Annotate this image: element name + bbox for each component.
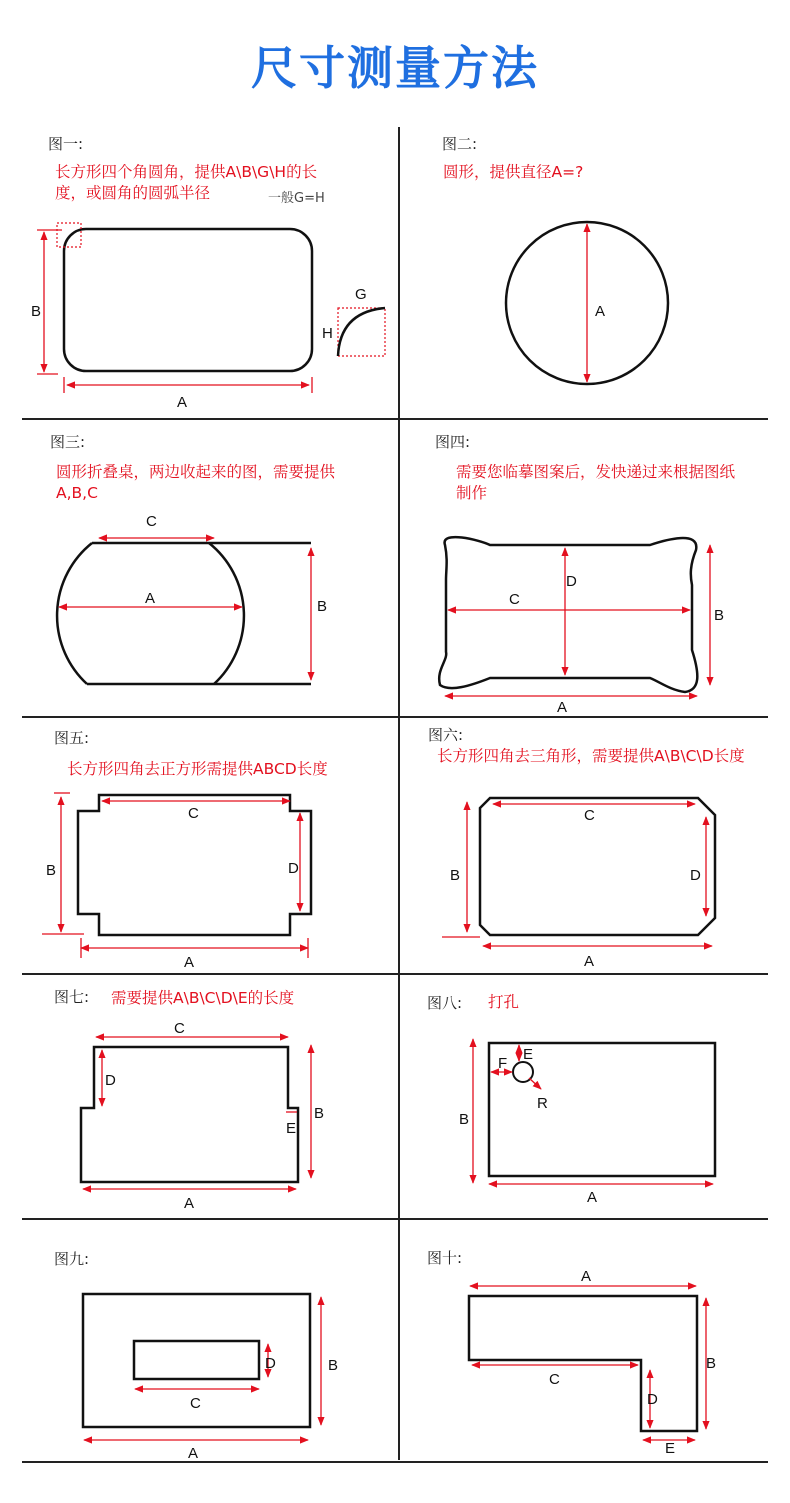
dimension-label-d: D (265, 1355, 276, 1372)
dimension-label-b: B (459, 1111, 470, 1128)
figure-label: 图九: (54, 1250, 90, 1268)
figure-label: 图七: (54, 988, 90, 1006)
dimension-label-c: C (174, 1020, 185, 1037)
diagram (400, 127, 768, 418)
diagram (400, 718, 768, 973)
figure-description: 长方形四个角圆角，提供A\B\G\H的长度，或圆角的圆弧半径 (55, 163, 318, 202)
dimension-label-d: D (647, 1391, 658, 1408)
figure-label: 图二: (442, 135, 478, 153)
dimension-label-c: C (146, 513, 157, 530)
dimension-label-a: A (184, 1195, 195, 1212)
row-divider (22, 1461, 768, 1463)
figure-7 (22, 975, 398, 1218)
l-shape (469, 1296, 697, 1431)
diagram (22, 975, 398, 1218)
figure-description: 长方形四角去正方形需提供ABCD长度 (67, 760, 328, 778)
dimension-label-c: C (188, 805, 199, 822)
figure-note: 一般G=H (268, 191, 325, 206)
figure-label: 图五: (54, 729, 90, 747)
folded-table-right-arc (209, 543, 244, 684)
figure-description: 圆形，提供直径A=? (443, 163, 584, 181)
dimension-label-a: A (587, 1189, 598, 1206)
stepped-shape (81, 1047, 298, 1182)
corner-highlight (57, 223, 81, 247)
dimension-label-a: A (177, 394, 188, 411)
corner-arc-shape (338, 308, 385, 356)
dimension-label-a: A (188, 1445, 199, 1461)
figure-description: 打孔 (488, 993, 520, 1011)
diagram (400, 975, 768, 1218)
dimension-label-h: H (322, 325, 333, 342)
dimension-label-a: A (557, 699, 568, 716)
figure-description: 圆形折叠桌，两边收起来的图，需要提供A,B,C (56, 463, 336, 502)
dimension-label-a: A (184, 954, 195, 971)
dimension-label-b: B (328, 1357, 339, 1374)
figure-label: 图一: (48, 135, 84, 153)
figure-10 (400, 1220, 768, 1461)
dimension-label-e: E (665, 1440, 676, 1457)
dimension-label-b: B (46, 862, 57, 879)
dimension-label-a: A (584, 953, 595, 970)
dimension-label-b: B (714, 607, 725, 624)
dimension-label-f: F (498, 1055, 508, 1072)
diagram (400, 1220, 768, 1461)
rounded-rectangle-shape (64, 229, 312, 371)
dimension-label-b: B (706, 1355, 717, 1372)
dimension-label-c: C (190, 1395, 201, 1412)
figure-description: 需要您临摹图案后，发快递过来根据图纸制作 (456, 463, 736, 502)
dimension-label-d: D (690, 867, 701, 884)
figure-label: 图六: (428, 726, 464, 744)
diagram (22, 1220, 398, 1461)
figure-6 (400, 718, 768, 973)
folded-table-outline (87, 543, 311, 684)
figure-3 (22, 420, 398, 716)
figure-2 (400, 127, 768, 418)
dimension-label-d: D (288, 860, 299, 877)
figure-description: 长方形四角去三角形，需要提供A\B\C\D长度 (437, 747, 745, 765)
dimension-label-b: B (314, 1105, 325, 1122)
dimension-label-a: A (145, 590, 156, 607)
dimension-label-c: C (509, 591, 520, 608)
figure-1 (22, 127, 398, 418)
diagram (400, 420, 768, 716)
figure-label: 图十: (427, 1249, 463, 1267)
diagram (22, 718, 398, 973)
dimension-label-r: R (537, 1095, 548, 1112)
dimension-label-d: D (566, 573, 577, 590)
page-title: 尺寸测量方法 (251, 41, 539, 95)
dimension-label-e: E (286, 1120, 297, 1137)
chamfered-rectangle-shape (480, 798, 715, 935)
figure-9 (22, 1220, 398, 1461)
figure-description: 需要提供A\B\C\D\E的长度 (111, 989, 295, 1007)
figure-4 (400, 420, 768, 716)
dimension-label-d: D (105, 1072, 116, 1089)
dimension-label-a: A (581, 1268, 592, 1285)
dimension-line-r (529, 1078, 541, 1089)
figure-label: 图四: (435, 433, 471, 451)
custom-shape-outline (439, 537, 697, 692)
dimension-label-e: E (523, 1046, 534, 1063)
figure-5 (22, 718, 398, 973)
figure-8 (400, 975, 768, 1218)
inner-cutout-shape (134, 1341, 259, 1379)
diagram (22, 127, 398, 418)
folded-table-left (57, 543, 92, 684)
dimension-label-b: B (450, 867, 461, 884)
figure-label: 图三: (50, 433, 86, 451)
figure-label: 图八: (427, 994, 463, 1012)
dimension-label-c: C (549, 1371, 560, 1388)
dimension-label-a: A (595, 303, 606, 320)
dimension-label-c: C (584, 807, 595, 824)
dimension-label-b: B (31, 303, 42, 320)
dimension-label-b: B (317, 598, 328, 615)
dimension-label-g: G (355, 286, 367, 303)
diagram (22, 420, 398, 716)
